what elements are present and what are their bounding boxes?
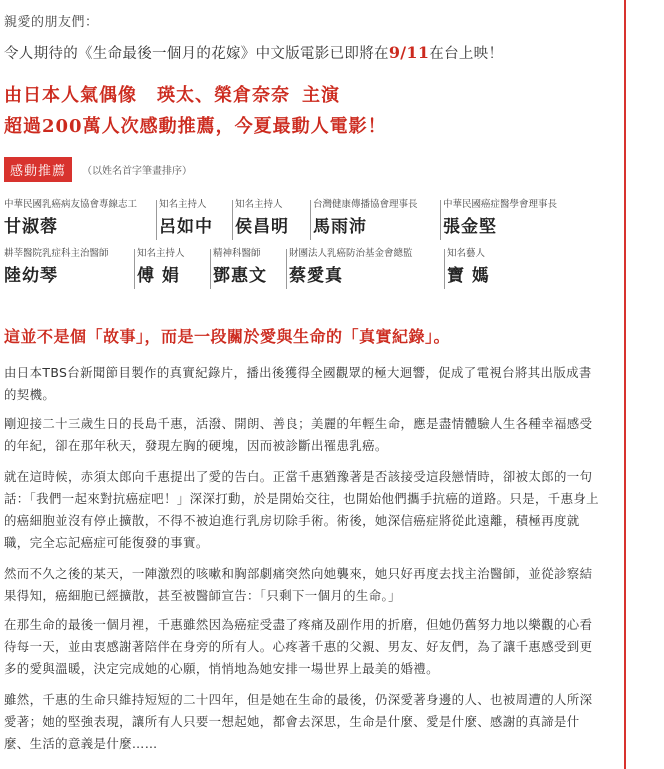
cell-divider xyxy=(440,200,441,240)
right-border-rule xyxy=(624,0,626,769)
recommender-name: 陸幼琴 xyxy=(4,266,58,286)
story-paragraph: 雖然，千惠的生命只維持短短的二十四年，但是她在生命的最後，仍深愛著身邊的人、也被周遭的人所深愛著；她的堅強表現，讓所有人只要一想起她，都會去深思，生命是什麼、愛是什麼、感謝的真諦是什麼、生活的意義是什麼…… xyxy=(4,692,593,751)
headline-cast-stars: 瑛太、榮倉奈奈 xyxy=(157,85,290,106)
story-paragraph: 剛迎接二十三歲生日的長島千惠，活潑、開朗、善良；美麗的年輕生命，應是盡情體驗人生各種幸福感受的年紀，卻在那年秋天，發現左胸的硬塊，因而被診斷出罹患乳癌。 xyxy=(4,416,593,453)
recommender-title: 精神科醫師 xyxy=(213,248,261,259)
cell-divider xyxy=(210,249,211,289)
story-paragraph: 在那生命的最後一個月裡，千惠雖然因為癌症受盡了疼痛及副作用的折磨，但她仍舊努力地以樂觀的心看待每一天，並由衷感謝著陪伴在身旁的所有人。心疼著千惠的父親、男友、好友們，為了讓千惠感受到更多的愛與溫暖，決定完成她的心願，悄悄地為她安排一場世界上最美的婚禮。 xyxy=(4,617,593,676)
recommender-title: 知名主持人 xyxy=(235,199,283,210)
recommender-title: 財團法人乳癌防治基金會總監 xyxy=(289,248,413,259)
cell-divider xyxy=(134,249,135,289)
recommender-title: 中華民國癌症醫學會理事長 xyxy=(443,199,558,210)
headline-cast-prefix: 由日本人氣偶像 xyxy=(4,85,137,106)
recommender-name: 蔡愛真 xyxy=(289,266,343,286)
recommender-name: 呂如中 xyxy=(159,217,213,237)
recommend-badge: 感動推薦 xyxy=(4,157,72,182)
recommender-name: 馬雨沛 xyxy=(313,217,367,237)
lead-statement: 這並不是個「故事」，而是一段關於愛與生命的「真實紀錄」。 xyxy=(4,327,451,346)
headline-cast-suffix: 主演 xyxy=(302,85,340,106)
release-announcement xyxy=(4,42,503,63)
recommender-name: 甘淑蓉 xyxy=(4,217,58,237)
headline-cast xyxy=(4,81,340,107)
headline-tagline: 超過200萬人次感動推薦，今夏最動人電影！ xyxy=(4,116,387,137)
cell-divider xyxy=(232,200,233,240)
cell-divider xyxy=(444,249,445,289)
recommender-title: 知名主持人 xyxy=(159,199,207,210)
greeting: 親愛的朋友們： xyxy=(4,15,99,30)
recommender-title: 台灣健康傳播協會理事長 xyxy=(313,199,418,210)
recommender-name: 寶 媽 xyxy=(447,266,490,286)
recommend-sort-note: （以姓名首字筆畫排序） xyxy=(82,166,192,177)
announcement-text-after: 在台上映！ xyxy=(429,46,504,62)
release-date: 9/11 xyxy=(388,43,430,62)
recommender-name: 傅 娟 xyxy=(137,266,180,286)
cell-divider xyxy=(156,200,157,240)
recommender-title: 耕莘醫院乳症科主治醫師 xyxy=(4,248,109,259)
story-paragraph: 就在這時候，赤須太郎向千惠提出了愛的告白。正當千惠猶豫著是否該接受這段戀情時，卻被太郎的一句話：「我們一起來對抗癌症吧！」深深打動，於是開始交往，也開始他們攜手抗癌的道路。只是，千惠身上的癌細胞並沒有停止擴散，不得不被迫進行乳房切除手術。術後，她深信癌症將從此遠離，積極再度就職，完全忘記癌症可能復發的事實。 xyxy=(4,469,599,550)
announcement-text-before: 令人期待的《生命最後一個月的花嫁》中文版電影已即將在 xyxy=(4,46,389,62)
recommender-name: 鄧惠文 xyxy=(213,266,267,286)
recommender-title: 知名藝人 xyxy=(447,248,486,259)
recommender-title: 中華民國乳癌病友協會專線志工 xyxy=(4,199,138,210)
cell-divider xyxy=(310,200,311,240)
story-paragraph: 然而不久之後的某天，一陣激烈的咳嗽和胸部劇痛突然向她襲來，她只好再度去找主治醫師，並從診察結果得知，癌細胞已經擴散，甚至被醫師宣告：「只剩下一個月的生命。」 xyxy=(4,566,593,603)
recommender-name: 張金堅 xyxy=(443,217,497,237)
recommender-name: 侯昌明 xyxy=(235,217,289,237)
story-paragraph: 由日本TBS台新聞節目製作的真實紀錄片，播出後獲得全國觀眾的極大迴響，促成了電視台將其出版成書的契機。 xyxy=(4,365,592,402)
cell-divider xyxy=(286,249,287,289)
recommender-title: 知名主持人 xyxy=(137,248,185,259)
